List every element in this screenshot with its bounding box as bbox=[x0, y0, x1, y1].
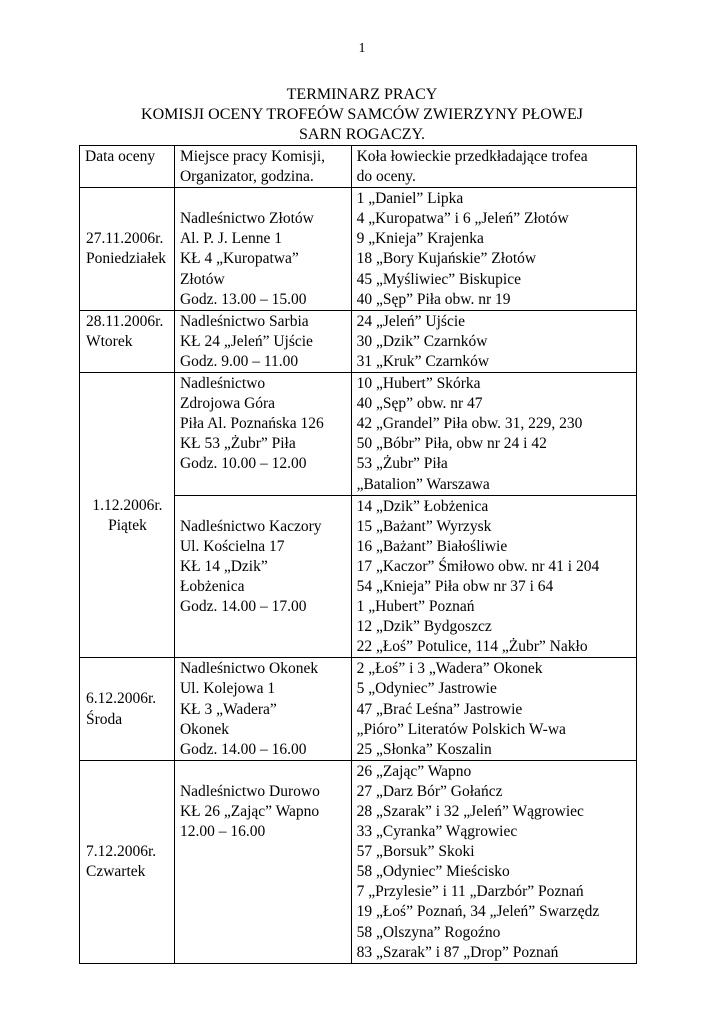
cell-line: Piątek bbox=[108, 516, 147, 534]
cell-line: Nadleśnictwo Okonek bbox=[179, 660, 319, 678]
cell-line bbox=[180, 762, 346, 782]
cell-line: Nadleśnictwo Sarbia bbox=[179, 312, 309, 330]
cell-line: Godz. 14.00 – 16.00 bbox=[179, 740, 307, 758]
schedule-table bbox=[79, 145, 637, 964]
cell-line: 14 „Dzik” Łobżenica bbox=[356, 497, 489, 515]
cell-line: 19 „Łoś” Poznań, 34 „Jeleń” Swarzędz bbox=[356, 903, 600, 921]
place-cell bbox=[174, 310, 351, 372]
cell-line: Godz. 13.00 – 15.00 bbox=[179, 290, 307, 308]
clubs-cell bbox=[351, 373, 636, 496]
document-title-line-2: KOMISJI OCENY TROFEÓW SAMCÓW ZWIERZYNY PŁOWEJ bbox=[141, 106, 583, 123]
cell-line: Okonek bbox=[179, 720, 230, 738]
cell-line: 24 „Jeleń” Ujście bbox=[356, 312, 466, 330]
cell-line: KŁ 26 „Zając” Wapno bbox=[179, 803, 320, 820]
header-place bbox=[174, 146, 351, 188]
cell-line: 22 „Łoś” Potulice, 114 „Żubr” Nakło bbox=[356, 638, 588, 656]
place-cell bbox=[174, 658, 351, 760]
cell-line: 42 „Grandel” Piła obw. 31, 229, 230 bbox=[356, 415, 583, 433]
date-cell bbox=[80, 310, 175, 372]
cell-line: 28 „Szarak” i 32 „Jeleń” Wągrowiec bbox=[356, 803, 584, 820]
cell-line: 57 „Borsuk” Skoki bbox=[356, 843, 475, 861]
table-row bbox=[80, 373, 637, 496]
cell-line: 50 „Bóbr” Piła, obw nr 24 i 42 bbox=[356, 435, 547, 453]
cell-line: 40 „Sęp” Piła obw. nr 19 bbox=[356, 290, 511, 308]
cell-line: 53 „Żubr” Piła bbox=[356, 455, 448, 473]
cell-line: KŁ 3 „Wadera” bbox=[179, 700, 277, 718]
cell-line bbox=[180, 497, 346, 517]
cell-line: 45 „Myśliwiec” Biskupice bbox=[356, 270, 522, 288]
date-cell bbox=[80, 760, 175, 963]
cell-line: Koła łowieckie przedkładające trofea bbox=[356, 148, 588, 165]
place-cell bbox=[174, 188, 351, 311]
table-row bbox=[80, 658, 637, 760]
cell-line: Złotów bbox=[179, 270, 225, 288]
cell-line: Nadleśnictwo bbox=[179, 375, 266, 393]
cell-line: Data oceny bbox=[85, 148, 156, 165]
cell-line: Organizator, godzina. bbox=[179, 168, 314, 186]
cell-line: 1.12.2006r. bbox=[92, 496, 163, 514]
page-number: 1 bbox=[358, 41, 366, 56]
cell-line: Godz. 14.00 – 17.00 bbox=[179, 598, 307, 616]
clubs-cell bbox=[351, 495, 636, 658]
cell-line: 54 „Knieja” Piła obw nr 37 i 64 bbox=[356, 577, 554, 595]
cell-line: 27 „Darz Bór” Gołańcz bbox=[356, 782, 503, 800]
clubs-cell bbox=[351, 188, 636, 311]
cell-line: 31 „Kruk” Czarnków bbox=[356, 352, 490, 370]
place-cell bbox=[174, 373, 351, 496]
cell-line: 26 „Zając” Wapno bbox=[356, 762, 472, 780]
cell-line: Czwartek bbox=[86, 863, 146, 881]
cell-line: KŁ 53 „Żubr” Piła bbox=[179, 435, 296, 453]
cell-line: „Pióro” Literatów Polskich W-wa bbox=[356, 720, 566, 738]
cell-line: Godz. 9.00 – 11.00 bbox=[179, 352, 299, 370]
cell-line: 2 „Łoś” i 3 „Wadera” Okonek bbox=[356, 660, 543, 678]
cell-line: 40 „Sęp” obw. nr 47 bbox=[356, 395, 483, 413]
cell-line: Nadleśnictwo Złotów bbox=[179, 210, 314, 228]
cell-line: 12 „Dzik” Bydgoszcz bbox=[356, 618, 492, 636]
cell-line: 9 „Knieja” Krajenka bbox=[356, 230, 484, 248]
cell-line: 4 „Kuropatwa” i 6 „Jeleń” Złotów bbox=[356, 210, 569, 228]
header-date bbox=[80, 146, 175, 188]
cell-line: 12.00 – 16.00 bbox=[179, 823, 266, 841]
cell-line: 10 „Hubert” Skórka bbox=[356, 375, 481, 393]
header-clubs bbox=[351, 146, 636, 188]
cell-line: 47 „Brać Leśna” Jastrowie bbox=[356, 700, 523, 718]
cell-line: Środa bbox=[86, 710, 123, 728]
place-cell bbox=[174, 760, 351, 963]
cell-line: 16 „Bażant” Białośliwie bbox=[356, 537, 508, 555]
cell-line: KŁ 4 „Kuropatwa” bbox=[179, 250, 299, 268]
cell-line: Miejsce pracy Komisji, bbox=[179, 148, 326, 165]
cell-line: Piła Al. Poznańska 126 bbox=[179, 415, 324, 433]
table-row bbox=[80, 310, 637, 372]
document-title-line-1: TERMINARZ PRACY bbox=[286, 86, 438, 103]
cell-line: Poniedziałek bbox=[86, 250, 167, 268]
cell-line: 25 „Słonka” Koszalin bbox=[356, 740, 492, 758]
cell-line: Godz. 10.00 – 12.00 bbox=[179, 455, 307, 473]
cell-line: 1 „Hubert” Poznań bbox=[356, 598, 475, 616]
table-header-row bbox=[80, 146, 637, 188]
date-cell bbox=[80, 188, 175, 311]
table-row bbox=[80, 760, 637, 963]
cell-line: 18 „Bory Kujańskie” Złotów bbox=[356, 250, 537, 268]
table-row bbox=[80, 188, 637, 311]
cell-line: Zdrojowa Góra bbox=[179, 395, 276, 413]
cell-line: 1 „Daniel” Lipka bbox=[356, 190, 464, 208]
place-cell bbox=[174, 495, 351, 658]
date-cell bbox=[80, 658, 175, 760]
clubs-cell bbox=[351, 310, 636, 372]
cell-line: 33 „Cyranka” Wągrowiec bbox=[356, 823, 518, 841]
cell-line: 27.11.2006r. bbox=[86, 230, 164, 248]
cell-line: 15 „Bażant” Wyrzysk bbox=[356, 517, 492, 535]
cell-line: Nadleśnictwo Durowo bbox=[179, 782, 320, 800]
cell-line: 7.12.2006r. bbox=[86, 843, 157, 861]
clubs-cell bbox=[351, 760, 636, 963]
document-title-line-3: SARN ROGACZY. bbox=[299, 126, 425, 143]
cell-line: do oceny. bbox=[356, 168, 416, 186]
cell-line: KŁ 24 „Jeleń” Ujście bbox=[179, 332, 313, 350]
cell-line: Ul. Kolejowa 1 bbox=[179, 680, 276, 698]
cell-line: 17 „Kaczor” Śmiłowo obw. nr 41 i 204 bbox=[356, 557, 600, 575]
date-cell bbox=[80, 373, 175, 658]
cell-line: Wtorek bbox=[86, 332, 133, 350]
cell-line: Ul. Kościelna 17 bbox=[179, 537, 285, 555]
cell-line: 7 „Przylesie” i 11 „Darzbór” Poznań bbox=[356, 883, 584, 901]
cell-line: 6.12.2006r. bbox=[86, 690, 157, 708]
clubs-cell bbox=[351, 658, 636, 760]
cell-line bbox=[180, 189, 346, 209]
cell-line: 30 „Dzik” Czarnków bbox=[356, 332, 488, 350]
cell-line: Nadleśnictwo Kaczory bbox=[179, 517, 322, 535]
cell-line: Al. P. J. Lenne 1 bbox=[179, 230, 282, 248]
cell-line: KŁ 14 „Dzik” bbox=[179, 557, 268, 575]
cell-line: „Batalion” Warszawa bbox=[356, 475, 490, 493]
cell-line: 5 „Odyniec” Jastrowie bbox=[356, 680, 497, 698]
cell-line: Łobżenica bbox=[179, 577, 245, 595]
cell-line: 58 „Olszyna” Rogoźno bbox=[356, 923, 501, 941]
cell-line: 58 „Odyniec” Mieścisko bbox=[356, 863, 510, 881]
cell-line: 83 „Szarak” i 87 „Drop” Poznań bbox=[356, 943, 559, 961]
cell-line: 28.11.2006r. bbox=[86, 312, 164, 330]
